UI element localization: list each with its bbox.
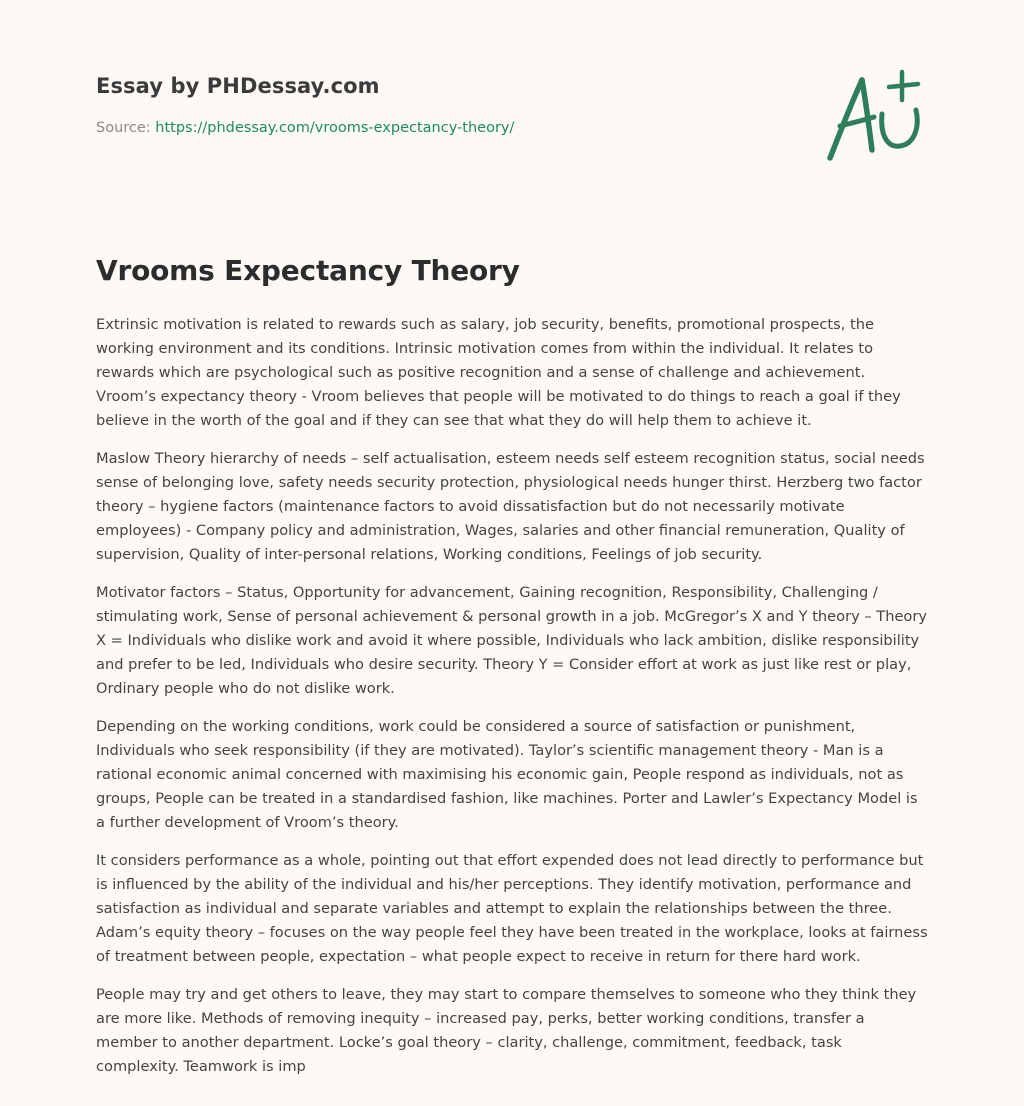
source-line [96, 120, 916, 136]
essay-header [96, 74, 916, 136]
article-paragraph: Motivator factors – Status, Opportunity for advancement, Gaining recognition, Responsibility, Challenging / stimulating work, Sense of personal achievement & personal growth in a job. McGregor’s X and Y theory – Theory X = Individuals who dislike work and avoid it where possible, Individuals who lack ambition, dislike responsibility and prefer to be led, Individuals who desire security. Theory Y = Consider effort at work as just like rest or play, Ordinary people who do not dislike work. [96, 584, 927, 697]
source-label: Source: [96, 120, 156, 136]
article-paragraph: People may try and get others to leave, they may start to compare themselves to someone who they think they are more like. Methods of removing inequity – increased pay, perks, better working conditions, transfer a member to another department. Locke’s goal theory – clarity, challenge, commitment, feedback, task complexity. Teamwork is imp [96, 986, 917, 1075]
article-paragraph: Maslow Theory hierarchy of needs – self actualisation, esteem needs self esteem recognition status, social needs sense of belonging love, safety needs security protection, physiological needs hunger thirst. Herzberg two factor theory – hygiene factors (maintenance factors to avoid dissatisfaction but do not necessarily motivate employees) - Company policy and administration, Wages, salaries and other financial remuneration, Quality of supervision, Quality of inter-personal relations, Working conditions, Feelings of job security. [96, 450, 925, 563]
article-title: Vrooms Expectancy Theory [96, 254, 520, 287]
article-paragraph: Extrinsic motivation is related to rewards such as salary, job security, benefits, promotional prospects, the working environment and its conditions. Intrinsic motivation comes from within the individual. It relates to rewards which are psychological such as positive recognition and a sense of challenge and achievement. Vroom’s expectancy theory - Vroom believes that people will be motivated to do things to reach a goal if they believe in the worth of the goal and if they can see that what they do will help them to achieve it. [96, 316, 901, 429]
article [96, 254, 928, 1093]
a-plus-logo-icon [822, 68, 926, 164]
article-paragraph: Depending on the working conditions, work could be considered a source of satisfaction or punishment, Individuals who seek responsibility (if they are motivated). Taylor’s scientific management theory - Man is a rational economic animal concerned with maximising his economic gain, People respond as individuals, not as groups, People can be treated in a standardised fashion, like machines. Porter and Lawler’s Expectancy Model is a further development of Vroom’s theory. [96, 718, 918, 831]
article-paragraph: It considers performance as a whole, pointing out that effort expended does not lead directly to performance but is influenced by the ability of the individual and his/her perceptions. They identify motivation, performance and satisfaction as individual and separate variables and attempt to explain the relationships between the three. Adam’s equity theory – focuses on the way people feel they have been treated in the workplace, looks at fairness of treatment between people, expectation – what people expect to receive in return for there hard work. [96, 852, 928, 965]
site-title: Essay by PHDessay.com [96, 74, 380, 98]
source-link[interactable]: https://phdessay.com/vrooms-expectancy-theory/ [155, 120, 515, 136]
